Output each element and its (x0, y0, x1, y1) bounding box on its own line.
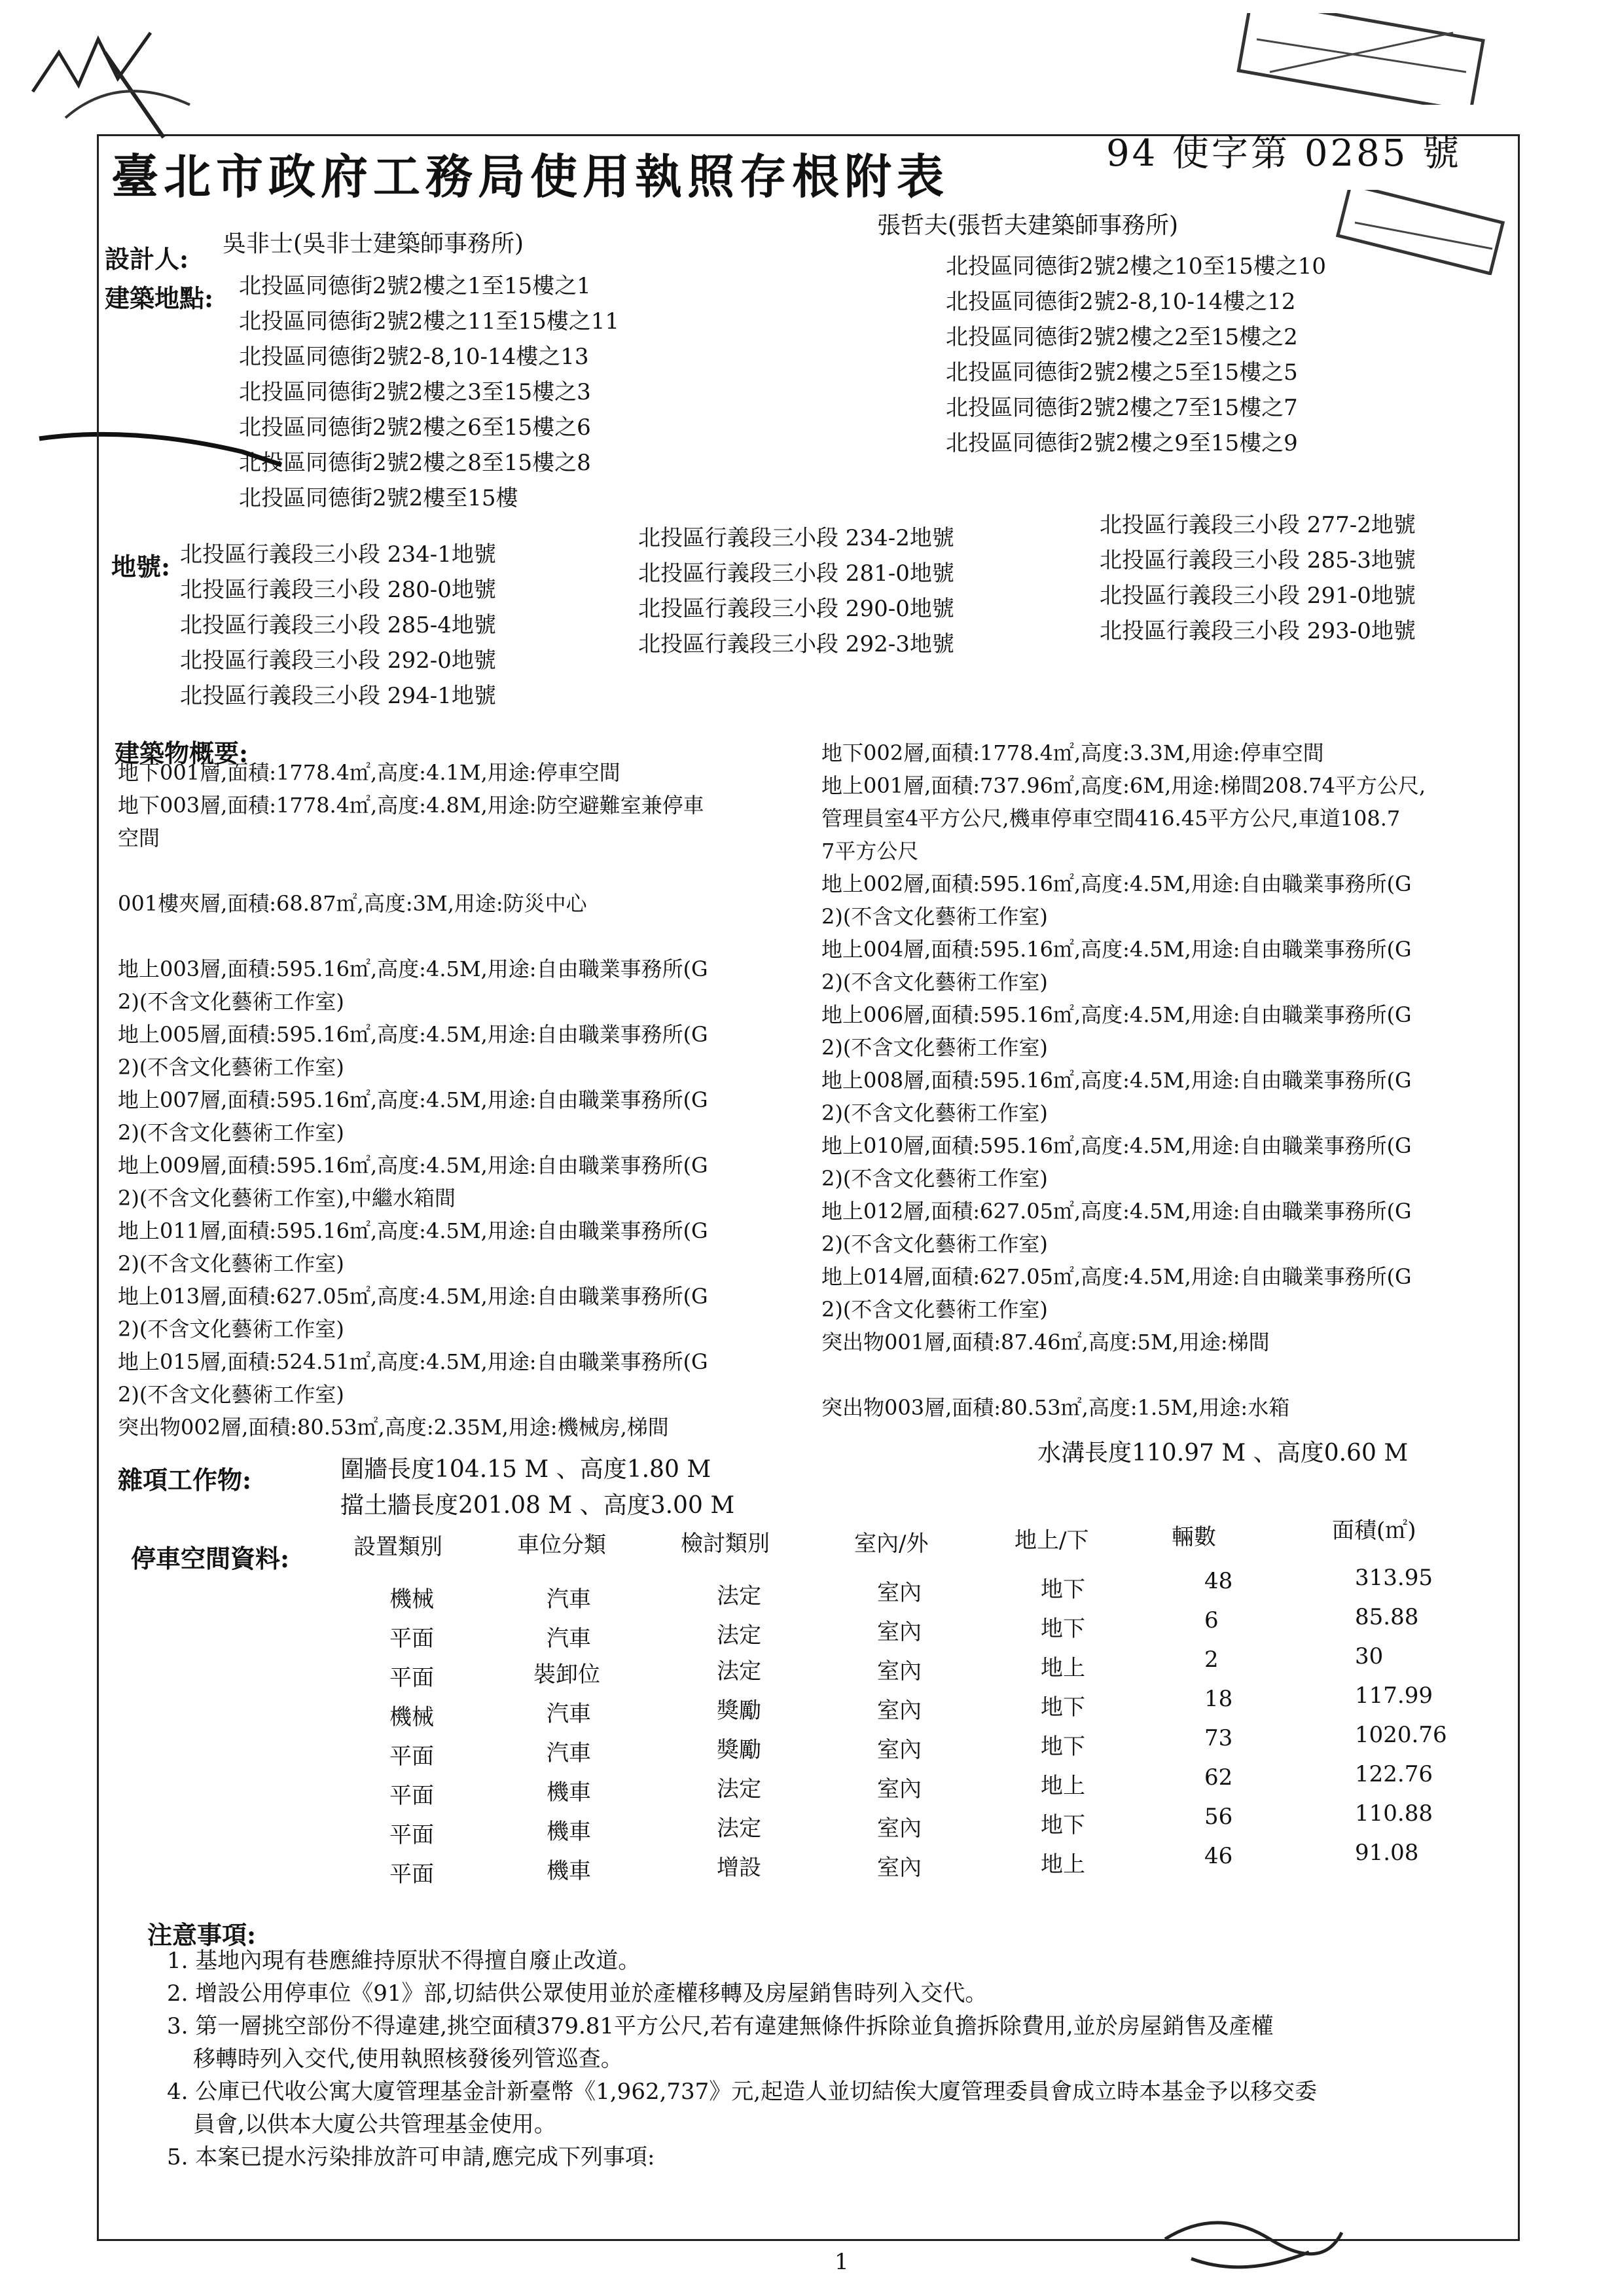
floor-line: 地上010層,面積:595.16㎡,高度:4.5M,用途:自由職業事務所(G (821, 1133, 1412, 1158)
site-address-list-right (946, 249, 1326, 461)
floor-line: 2)(不含文化藝術工作室) (821, 904, 1048, 929)
parking-cell: 地下 (1041, 1616, 1085, 1642)
lot-number: 北投區行義段三小段 291-0地號 (1100, 583, 1416, 609)
note-item: 4. 公庫已代收公寓大廈管理基金計新臺幣《1,962,737》元,起造人並切結俟大廈管理委員會成立時本基金予以移交委 (167, 2079, 1318, 2105)
designer-name-2: 張哲夫(張哲夫建築師事務所) (877, 212, 1179, 239)
parking-cell: 122.76 (1355, 1761, 1433, 1787)
parking-cell: 汽車 (547, 1740, 591, 1766)
floor-line: 2)(不含文化藝術工作室) (821, 1101, 1048, 1125)
parking-cell: 6 (1204, 1607, 1219, 1633)
designer-name-1: 吳非士(吳非士建築師事務所) (223, 230, 524, 257)
parking-cell: 平面 (389, 1861, 434, 1887)
floor-line: 地上004層,面積:595.16㎡,高度:4.5M,用途:自由職業事務所(G (821, 937, 1412, 962)
floor-line: 2)(不含文化藝術工作室) (118, 1055, 344, 1080)
parking-cell: 裝卸位 (533, 1662, 600, 1688)
floor-line: 地上014層,面積:627.05㎡,高度:4.5M,用途:自由職業事務所(G (821, 1264, 1412, 1289)
site-address: 北投區同德街2號2樓之11至15樓之11 (239, 308, 620, 335)
parking-cell: 地上 (1041, 1851, 1085, 1878)
parking-cell: 平面 (389, 1626, 434, 1652)
floor-line: 地上002層,面積:595.16㎡,高度:4.5M,用途:自由職業事務所(G (821, 871, 1412, 896)
floor-line: 地下002層,面積:1778.4㎡,高度:3.3M,用途:停車空間 (821, 740, 1324, 765)
lot-number: 北投區行義段三小段 293-0地號 (1100, 618, 1416, 644)
parking-cell: 室內 (877, 1580, 922, 1606)
floor-line: 地上005層,面積:595.16㎡,高度:4.5M,用途:自由職業事務所(G (118, 1022, 708, 1047)
floor-line: 地上013層,面積:627.05㎡,高度:4.5M,用途:自由職業事務所(G (118, 1284, 708, 1309)
parking-cell: 62 (1204, 1764, 1233, 1791)
building-floors-right (821, 737, 1519, 1424)
parking-header: 設置類別 (353, 1534, 442, 1560)
parking-cell: 室內 (877, 1658, 922, 1685)
parking-cell: 機車 (547, 1819, 591, 1845)
site-address: 北投區同德街2號2樓之8至15樓之8 (239, 450, 591, 476)
permit-number: 94 使字第 0285 號 (1106, 132, 1462, 175)
parking-cell: 室內 (877, 1737, 922, 1763)
site-address: 北投區同德街2號2樓之1至15樓之1 (239, 273, 591, 299)
parking-cell: 平面 (389, 1822, 434, 1848)
parking-cell: 獎勵 (717, 1698, 761, 1724)
misc-label: 雜項工作物: (118, 1465, 252, 1495)
parking-cell: 18 (1204, 1686, 1233, 1712)
misc-retaining-wall: 擋土牆長度201.08 M 、高度3.00 M (340, 1492, 735, 1519)
site-address: 北投區同德街2號2-8,10-14樓之12 (946, 289, 1296, 315)
note-item: 員會,以供本大廈公共管理基金使用。 (193, 2111, 556, 2138)
site-address: 北投區同德街2號2樓至15樓 (239, 485, 518, 511)
floor-line: 地上009層,面積:595.16㎡,高度:4.5M,用途:自由職業事務所(G (118, 1153, 708, 1178)
note-item: 2. 增設公用停車位《91》部,切結供公眾使用並於產權移轉及房屋銷售時列入交代。 (167, 1980, 988, 2007)
parking-cell: 1020.76 (1355, 1722, 1447, 1748)
floor-line: 2)(不含文化藝術工作室) (118, 1382, 344, 1407)
parking-cell: 地下 (1041, 1576, 1085, 1603)
floor-line: 地上012層,面積:627.05㎡,高度:4.5M,用途:自由職業事務所(G (821, 1199, 1412, 1224)
floor-line: 管理員室4平方公尺,機車停車空間416.45平方公尺,車道108.7 (821, 806, 1401, 831)
parking-cell: 增設 (717, 1855, 761, 1881)
lot-number: 北投區行義段三小段 285-3地號 (1100, 547, 1416, 574)
document-title: 臺北市政府工務局使用執照存根附表 (111, 149, 950, 204)
lot-number: 北投區行義段三小段 290-0地號 (638, 596, 954, 622)
site-address: 北投區同德街2號2樓之3至15樓之3 (239, 379, 591, 405)
site-address: 北投區同德街2號2樓之5至15樓之5 (946, 359, 1298, 386)
floor-line: 地上008層,面積:595.16㎡,高度:4.5M,用途:自由職業事務所(G (821, 1068, 1412, 1093)
designer-label: 設計人: (105, 244, 189, 274)
parking-cell: 機械 (389, 1586, 434, 1613)
floor-line: 突出物002層,面積:80.53㎡,高度:2.35M,用途:機械房,梯間 (118, 1415, 669, 1440)
parking-cell: 法定 (717, 1658, 761, 1685)
site-label: 建築地點: (105, 283, 214, 313)
lot-number: 北投區行義段三小段 281-0地號 (638, 560, 954, 587)
parking-cell: 室內 (877, 1815, 922, 1842)
parking-cell: 法定 (717, 1583, 761, 1609)
parking-header: 室內/外 (854, 1531, 929, 1557)
floor-line: 地下001層,面積:1778.4㎡,高度:4.1M,用途:停車空間 (118, 760, 620, 785)
floor-line: 2)(不含文化藝術工作室) (821, 1035, 1048, 1060)
floor-line: 地下003層,面積:1778.4㎡,高度:4.8M,用途:防空避難室兼停車 (118, 793, 704, 818)
lot-number: 北投區行義段三小段 280-0地號 (180, 577, 496, 603)
parking-cell: 獎勵 (717, 1737, 761, 1763)
parking-cell: 汽車 (547, 1701, 591, 1727)
site-address: 北投區同德街2號2樓之7至15樓之7 (946, 395, 1298, 421)
lots-list-col2 (638, 520, 954, 662)
floor-line: 2)(不含文化藝術工作室),中繼水箱間 (118, 1186, 456, 1211)
floor-line: 001樓夾層,面積:68.87㎡,高度:3M,用途:防災中心 (118, 891, 587, 916)
parking-cell: 平面 (389, 1743, 434, 1770)
note-item: 5. 本案已提水污染排放許可申請,應完成下列事項: (167, 2144, 655, 2170)
site-address-list-left (239, 268, 619, 516)
parking-cell: 30 (1355, 1643, 1384, 1669)
lots-label: 地號: (111, 552, 171, 581)
parking-cell: 地下 (1041, 1812, 1085, 1838)
parking-cell: 室內 (877, 1855, 922, 1881)
floor-line: 地上007層,面積:595.16㎡,高度:4.5M,用途:自由職業事務所(G (118, 1087, 708, 1112)
floor-line: 7平方公尺 (821, 839, 919, 864)
parking-cell: 汽車 (547, 1626, 591, 1652)
parking-header: 地上/下 (1015, 1527, 1089, 1554)
parking-cell: 地下 (1041, 1694, 1085, 1721)
building-floors-left (118, 756, 818, 1444)
parking-cell: 法定 (717, 1776, 761, 1802)
parking-header: 檢討類別 (681, 1531, 770, 1557)
floor-line: 2)(不含文化藝術工作室) (821, 1297, 1048, 1322)
parking-cell: 機械 (389, 1704, 434, 1730)
building-label: 建築物概要: (115, 738, 249, 768)
floor-line: 突出物003層,面積:80.53㎡,高度:1.5M,用途:水箱 (821, 1395, 1290, 1420)
parking-cell: 56 (1204, 1804, 1233, 1830)
misc-ditch: 水溝長度110.97 M 、高度0.60 M (1037, 1440, 1409, 1467)
floor-line: 2)(不含文化藝術工作室) (821, 1166, 1048, 1191)
parking-cell: 313.95 (1355, 1565, 1433, 1591)
floor-line: 地上011層,面積:595.16㎡,高度:4.5M,用途:自由職業事務所(G (118, 1218, 708, 1243)
notes-list (167, 1944, 1515, 2174)
lot-number: 北投區行義段三小段 285-4地號 (180, 612, 496, 638)
parking-cell: 110.88 (1355, 1800, 1433, 1827)
parking-cell: 117.99 (1355, 1683, 1433, 1709)
lot-number: 北投區行義段三小段 294-1地號 (180, 683, 496, 709)
parking-cell: 48 (1204, 1568, 1233, 1594)
parking-cell: 地上 (1041, 1655, 1085, 1681)
floor-line: 2)(不含文化藝術工作室) (118, 1317, 344, 1341)
floor-line: 2)(不含文化藝術工作室) (118, 1120, 344, 1145)
page-number: 1 (835, 2249, 849, 2275)
floor-line: 2)(不含文化藝術工作室) (821, 1231, 1048, 1256)
floor-line: 地上006層,面積:595.16㎡,高度:4.5M,用途:自由職業事務所(G (821, 1002, 1412, 1027)
parking-cell: 室內 (877, 1698, 922, 1724)
lot-number: 北投區行義段三小段 292-0地號 (180, 647, 496, 674)
parking-cell: 地下 (1041, 1734, 1085, 1760)
parking-cell: 73 (1204, 1725, 1233, 1751)
lot-number: 北投區行義段三小段 234-1地號 (180, 541, 496, 568)
floor-line: 2)(不含文化藝術工作室) (118, 989, 344, 1014)
lots-list-col1 (180, 537, 496, 714)
parking-label: 停車空間資料: (131, 1544, 290, 1573)
notes-label: 注意事項: (147, 1920, 257, 1950)
parking-cell: 汽車 (547, 1586, 591, 1613)
parking-cell: 室內 (877, 1776, 922, 1802)
note-item: 1. 基地內現有巷應維持原狀不得擅自廢止改道。 (167, 1948, 641, 1974)
parking-cell: 機車 (547, 1858, 591, 1884)
floor-line: 2)(不含文化藝術工作室) (118, 1251, 344, 1276)
parking-cell: 法定 (717, 1815, 761, 1842)
site-address: 北投區同德街2號2樓之6至15樓之6 (239, 414, 591, 441)
misc-wall: 圍牆長度104.15 M 、高度1.80 M (340, 1456, 711, 1483)
lots-list-col3 (1100, 507, 1416, 649)
parking-cell: 機車 (547, 1779, 591, 1806)
floor-line: 地上001層,面積:737.96㎡,高度:6M,用途:梯間208.74平方公尺, (821, 773, 1426, 798)
site-address: 北投區同德街2號2-8,10-14樓之13 (239, 344, 589, 370)
parking-cell: 91.08 (1355, 1840, 1419, 1866)
floor-line: 地上003層,面積:595.16㎡,高度:4.5M,用途:自由職業事務所(G (118, 957, 708, 981)
parking-cell: 平面 (389, 1783, 434, 1809)
parking-cell: 室內 (877, 1619, 922, 1645)
parking-header: 車位分類 (517, 1532, 606, 1558)
parking-header: 輛數 (1172, 1524, 1216, 1550)
parking-cell: 地上 (1041, 1773, 1085, 1799)
parking-header: 面積(㎡) (1332, 1518, 1416, 1544)
floor-line (118, 854, 818, 887)
stamp-top-right (1231, 13, 1505, 105)
floor-line: 突出物001層,面積:87.46㎡,高度:5M,用途:梯間 (821, 1330, 1270, 1355)
site-address: 北投區同德街2號2樓之9至15樓之9 (946, 430, 1298, 456)
note-item: 3. 第一層挑空部份不得違建,挑空面積379.81平方公尺,若有違建無條件拆除並負擔拆除費用,並於房屋銷售及產權 (167, 2013, 1274, 2039)
parking-cell: 46 (1204, 1843, 1233, 1869)
site-address: 北投區同德街2號2樓之2至15樓之2 (946, 324, 1298, 350)
parking-cell: 法定 (717, 1622, 761, 1649)
note-item: 移轉時列入交代,使用執照核發後列管巡查。 (193, 2046, 623, 2072)
floor-line (821, 1358, 1519, 1391)
floor-line (118, 920, 818, 953)
floor-line: 2)(不含文化藝術工作室) (821, 970, 1048, 994)
parking-cell: 2 (1204, 1647, 1219, 1673)
floor-line: 空間 (118, 826, 160, 850)
parking-cell: 平面 (389, 1665, 434, 1691)
lot-number: 北投區行義段三小段 277-2地號 (1100, 512, 1416, 538)
parking-cell: 85.88 (1355, 1604, 1419, 1630)
lot-number: 北投區行義段三小段 292-3地號 (638, 631, 954, 657)
floor-line: 地上015層,面積:524.51㎡,高度:4.5M,用途:自由職業事務所(G (118, 1349, 708, 1374)
site-address: 北投區同德街2號2樓之10至15樓之10 (946, 253, 1327, 280)
lot-number: 北投區行義段三小段 234-2地號 (638, 525, 954, 551)
